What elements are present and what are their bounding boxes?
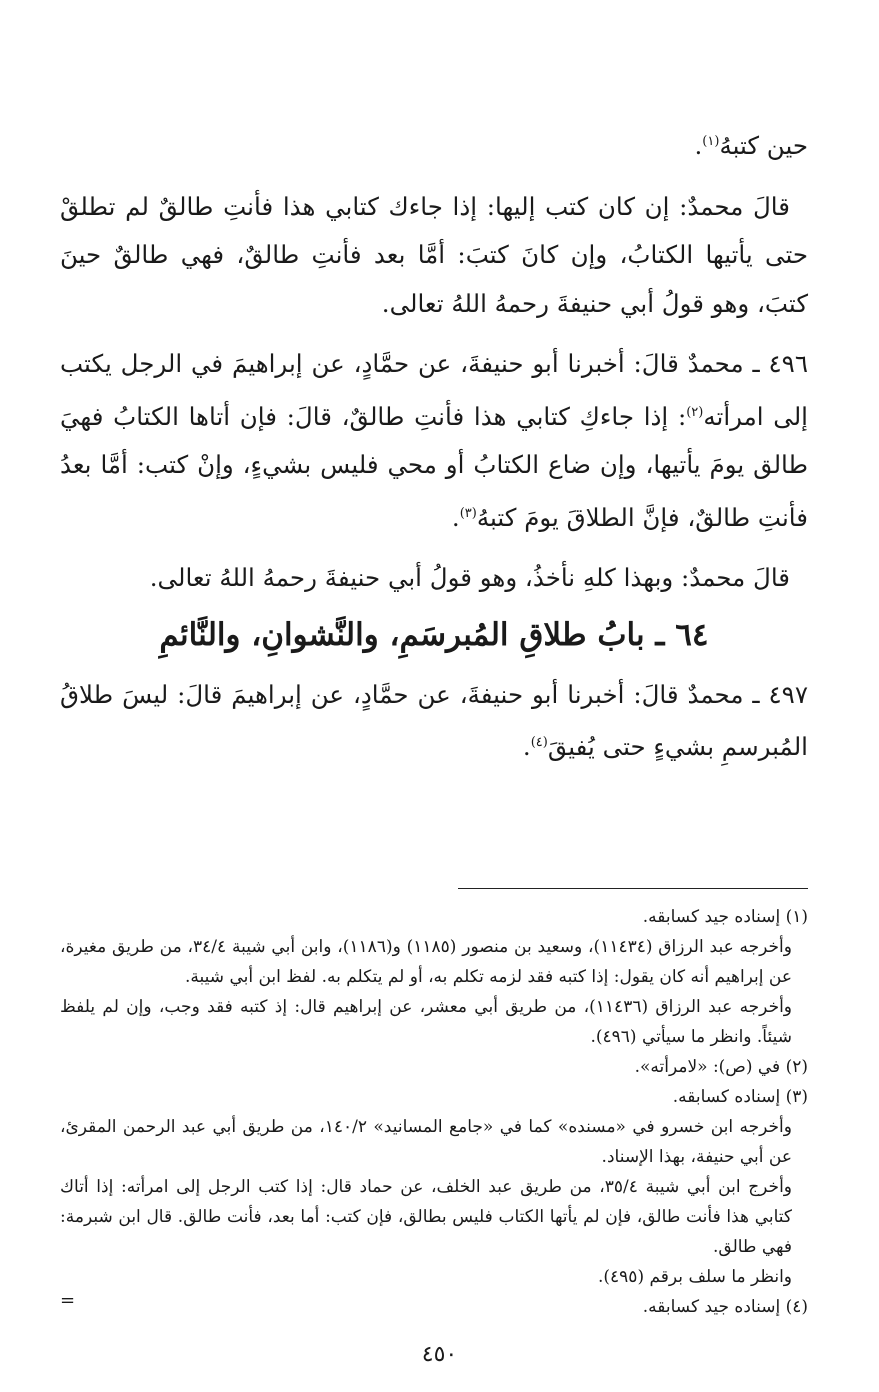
footnote-4: (٤) إسناده جيد كسابقه. bbox=[642, 1297, 808, 1317]
paragraph-muhammad-comment-2: قالَ محمدٌ: وبهذا كلهِ نأخذُ، وهو قولُ أبي حنيفةَ رحمهُ اللهُ تعالى. bbox=[149, 563, 790, 593]
paragraph-muhammad-comment-1: قالَ محمدٌ: إن كان كتب إليها: إذا جاءك كتابي هذا فأنتِ طالقٌ لم تطلقْ حتى يأتيها الكتابُ، وإن كانَ كتبَ: أمَّا بعد فأنتِ طالقٌ، فهي طالقٌ حينَ كتبَ، وهو قولُ أبي حنيفةَ رحمهُ اللهُ تعالى. bbox=[60, 191, 808, 318]
continuation-mark: = bbox=[60, 1290, 76, 1311]
footnote-3: (٣) إسناده كسابقه. bbox=[672, 1087, 808, 1107]
footnote-divider bbox=[458, 888, 808, 889]
footnote-2: (٢) في (ص): «لامرأته». bbox=[634, 1057, 808, 1077]
page-number: ٤٥٠ bbox=[421, 1342, 458, 1367]
hadith-497: ٤٩٧ ـ محمدٌ قالَ: أخبرنا أبو حنيفةَ، عن حمَّادٍ، عن إبراهيمَ قالَ: ليسَ طلاقُ المُبرسمِ بشيءٍ حتى يُفيقَ$^{(٤)}$. bbox=[60, 679, 808, 762]
footnote-ref-2: (٢) bbox=[686, 404, 704, 420]
footnote-1-detail-a: وأخرجه عبد الرزاق (١١٤٣٤)، وسعيد بن منصور (١١٨٥) و(١١٨٦)، وابن أبي شيبة ٣٤/٤، من طريق مغيرة، عن إبراهيم أنه كان يقول: إذا كتبه فقد لزمه تكلم به، أو لم يتكلم به. لفظ ابن أبي شيبة. bbox=[60, 937, 792, 987]
footnote-3-detail-a: وأخرجه ابن خسرو في «مسنده» كما في «جامع المسانيد» ١٤٠/٢، من طريق أبي عبد الرحمن المقرئ، عن أبي حنيفة، بهذا الإسناد. bbox=[60, 1117, 792, 1167]
footnote-3-detail-b: وأخرج ابن أبي شيبة ٣٥/٤، من طريق عبد الخلف، عن حماد قال: إذا كتب الرجل إلى امرأته: إذا أتاك كتابي هذا فأنت طالق، فإن لم يأتها الكتاب فليس بطالق، فإن كتب: أما بعد، فأنت طالق. قال ابن شبرمة: فهي طالق. bbox=[60, 1177, 793, 1257]
footnote-3-detail-c: وانظر ما سلف برقم (٤٩٥). bbox=[598, 1267, 792, 1287]
chapter-heading: ٦٤ ـ بابُ طلاقِ المُبرسَمِ، والنَّشوانِ، والنَّائمِ bbox=[159, 616, 709, 653]
footnote-1-detail-b: وأخرجه عبد الرزاق (١١٤٣٦)، من طريق أبي معشر، عن إبراهيم قال: إذ كتبه فقد وجب، وإن لم يلفظ شيئاً. وانظر ما سيأتي (٤٩٦). bbox=[60, 997, 793, 1047]
footnote-1: (١) إسناده جيد كسابقه. bbox=[642, 907, 808, 927]
main-text bbox=[60, 118, 808, 772]
footnote-ref-4: (٤) bbox=[530, 735, 548, 751]
page-body bbox=[60, 118, 808, 1317]
footnote-ref-3: (٣) bbox=[459, 505, 477, 521]
paragraph-continuation: حين كتبهُ$^{(١)}$. bbox=[694, 131, 808, 161]
footnote-ref-1: (١) bbox=[702, 134, 720, 149]
hadith-496: ٤٩٦ ـ محمدٌ قالَ: أخبرنا أبو حنيفةَ، عن حمَّادٍ، عن إبراهيمَ في الرجل يكتب إلى امرأته$^{(٢)}$: إذا جاءكِ كتابي هذا فأنتِ طالقٌ، قالَ: فإن أتاها الكتابُ فهيَ طالق يومَ يأتيها، وإن ضاع الكتابُ أو محي فليس بشيءٍ، وإنْ كتب: أمَّا بعدُ فأنتِ طالقٌ، فإنَّ الطلاقَ يومَ كتبهُ$^{(٣)}$. bbox=[60, 349, 808, 532]
footnotes bbox=[60, 902, 808, 1322]
